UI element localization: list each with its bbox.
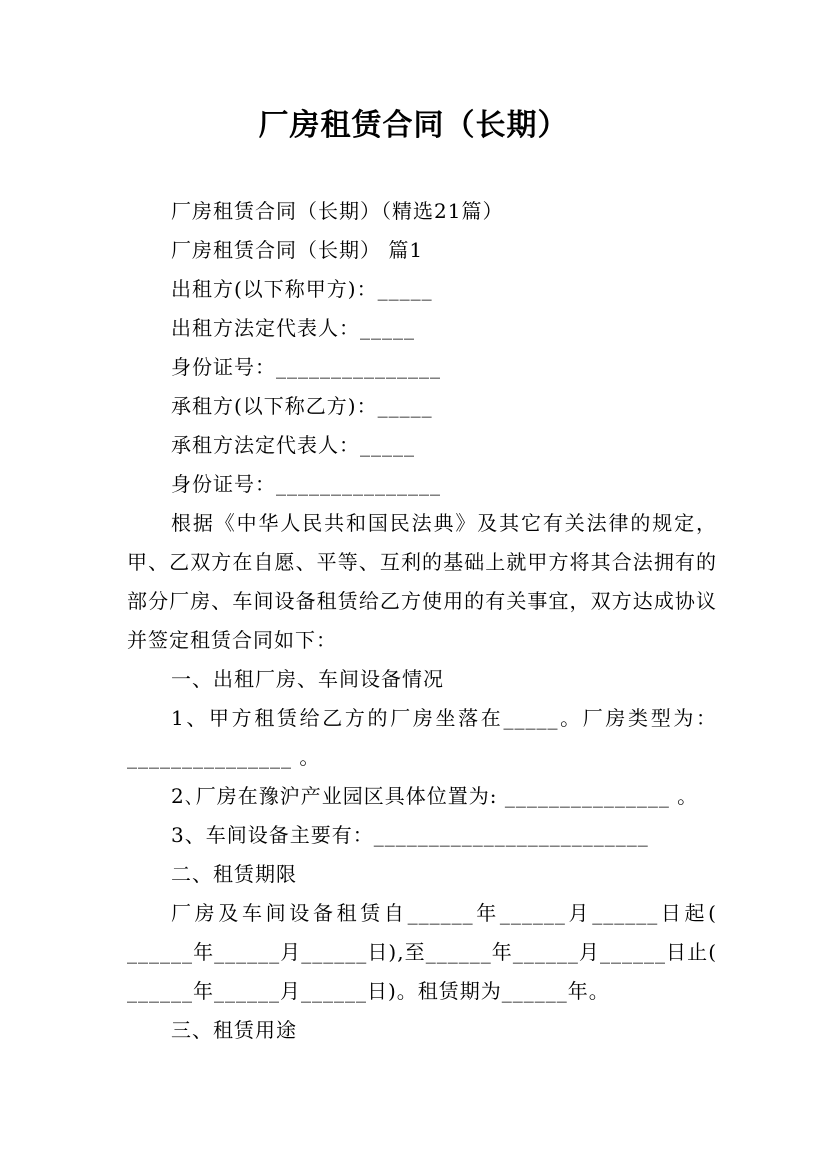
document-title: 厂房租赁合同（长期） <box>258 108 569 143</box>
paragraph: 1、甲方租赁给乙方的厂房坐落在_____。厂房类型为：_______________ 。 <box>127 706 717 769</box>
paragraph: 承租方法定代表人：_____ <box>171 433 415 457</box>
paragraph: 出租方(以下称甲方)：_____ <box>171 277 433 301</box>
paragraph: 出租方法定代表人：_____ <box>171 316 415 340</box>
paragraph: 二、租赁期限 <box>171 862 297 886</box>
paragraph: 承租方(以下称乙方)：_____ <box>171 394 433 418</box>
paragraph: 厂房及车间设备租赁自______年______月______日起( ______年______月______日),至______年______月______日止( ______年______月______日)。租赁期为______年。 <box>127 901 725 1003</box>
paragraph: 厂房租赁合同（长期） 篇1 <box>171 238 424 262</box>
document-body <box>127 192 725 1050</box>
paragraph: 根据《中华人民共和国民法典》及其它有关法律的规定，甲、乙双方在自愿、平等、互利的基础上就甲方将其合法拥有的部分厂房、车间设备租赁给乙方使用的有关事宜，双方达成协议并签定租赁合同如下： <box>127 511 717 652</box>
paragraph: 厂房租赁合同（长期）（精选21篇） <box>171 199 504 223</box>
paragraph: 3、车间设备主要有：_________________________ <box>171 823 649 847</box>
paragraph: 身份证号：_______________ <box>171 355 441 379</box>
paragraph: 一、出租厂房、车间设备情况 <box>171 667 444 691</box>
paragraph: 2､厂房在豫沪产业园区具体位置为: _______________ 。 <box>171 784 699 808</box>
paragraph: 身份证号：_______________ <box>171 472 441 496</box>
paragraph: 三、租赁用途 <box>171 1018 297 1042</box>
